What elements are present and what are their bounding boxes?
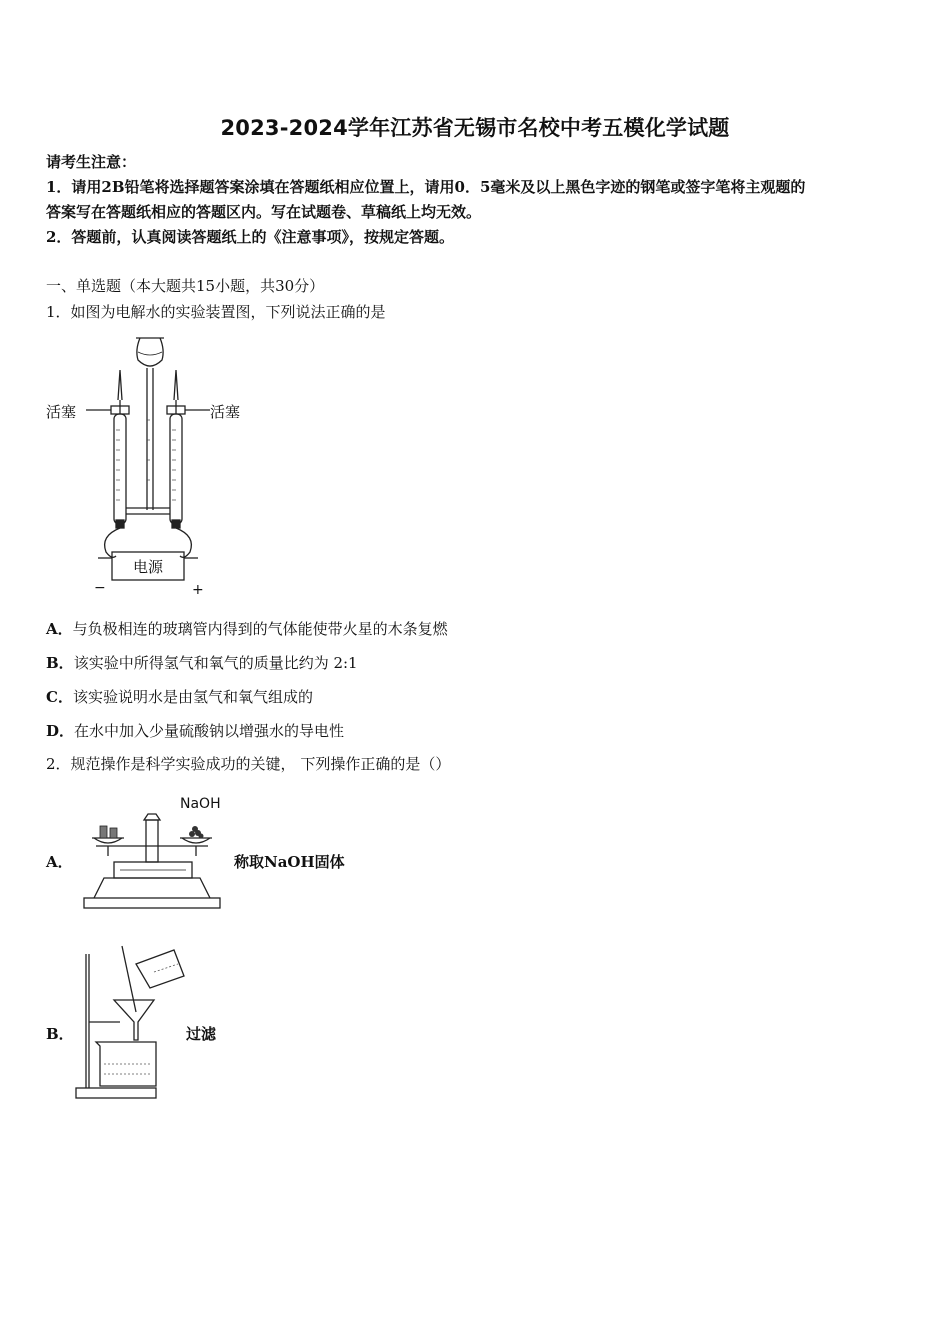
filtration-apparatus-figure: [70, 942, 190, 1104]
valve-label-left: 活塞: [46, 403, 77, 421]
question-1-option-d: [46, 720, 344, 741]
option-letter: D．: [46, 722, 75, 740]
positive-terminal-label: +: [192, 582, 204, 598]
balance-scale-figure: [80, 790, 228, 912]
valve-label-right: 活塞: [210, 403, 241, 421]
option-text: 与负极相连的玻璃管内得到的气体能使带火星的木条复燃: [72, 620, 448, 638]
question-2-option-a-letter: A．: [46, 853, 73, 871]
question-1-option-a: [46, 618, 448, 639]
question-2-stem: 2．规范操作是科学实验成功的关键， 下列操作正确的是（）: [46, 755, 451, 773]
notice-item-1-line-2: 答案写在答题纸相应的答题区内。写在试题卷、草稿纸上均无效。: [46, 203, 482, 221]
page-title: 2023-2024学年江苏省无锡市名校中考五模化学试题: [220, 116, 730, 140]
option-letter: A．: [46, 620, 73, 638]
electrolysis-apparatus-figure: [40, 330, 260, 600]
question-2-option-b-text: 过滤: [186, 1025, 217, 1043]
naoh-label: NaOH: [180, 796, 221, 812]
notice-heading: 请考生注意：: [46, 153, 137, 171]
option-text: 该实验中所得氢气和氧气的质量比约为 2:1: [73, 654, 358, 672]
option-text: 该实验说明水是由氢气和氧气组成的: [72, 688, 313, 706]
notice-item-2: 2．答题前，认真阅读答题纸上的《注意事项》，按规定答题。: [46, 228, 454, 246]
question-1-option-c: [46, 686, 313, 707]
option-letter: B．: [46, 654, 74, 672]
section-heading: 一、单选题（本大题共15小题，共30分）: [46, 277, 325, 295]
question-1-stem: 1．如图为电解水的实验装置图，下列说法正确的是: [46, 303, 386, 321]
notice-item-1-line-1: 1．请用2B铅笔将选择题答案涂填在答题纸相应位置上，请用0．5毫米及以上黑色字迹的钢笔或签字笔将主观题的: [46, 178, 806, 196]
option-letter: C．: [46, 688, 73, 706]
question-2-option-b-letter: B．: [46, 1025, 74, 1043]
power-supply-label: 电源: [132, 558, 164, 576]
negative-terminal-label: −: [94, 580, 106, 596]
question-1-option-b: [46, 652, 358, 673]
option-text: 在水中加入少量硫酸钠以增强水的导电性: [74, 722, 345, 740]
question-2-option-a-text: 称取NaOH固体: [234, 853, 345, 871]
